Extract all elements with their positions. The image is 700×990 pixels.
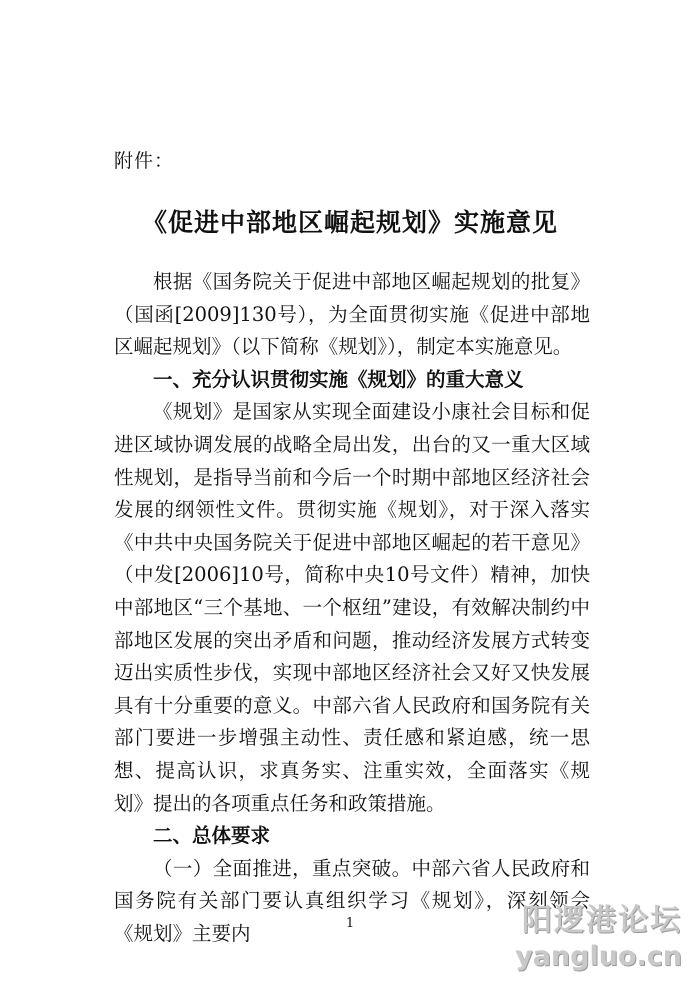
document-body (114, 266, 590, 950)
watermark-site-url: yangluo.cn (515, 941, 682, 972)
section-2-paragraph: （一）全面推进，重点突破。中部六省人民政府和国务院有关部门要认真组织学习《规划》，深刻领会《规划》主要内 (114, 856, 590, 945)
page-number: 1 (345, 916, 355, 931)
section-1-paragraph: 《规划》是国家从实现全面建设小康社会目标和促进区域协调发展的战略全局出发，出台的又一重大区域性规划，是指导当前和今后一个时期中部地区经济社会发展的纲领性文件。贯彻实施《规划》，对于深入落实《中共中央国务院关于促进中部地区崛起的若干意见》（中发[2006]10号，简称中央10号文件）精神，加快中部地区“三个基地、一个枢纽”建设，有效解决制约中部地区发展的突出矛盾和问题，推动经济发展方式转变迈出实质性步伐，实现中部地区经济社会又好又快发展具有十分重要的意义。中部六省人民政府和国务院有关部门要进一步增强主动性、责任感和紧迫感，统一思想、提高认识，求真务实、注重实效，全面落实《规划》提出的各项重点任务和政策措施。 (114, 400, 590, 815)
intro-paragraph: 根据《国务院关于促进中部地区崛起规划的批复》（国函[2009]130号），为全面贯彻实施《促进中部地区崛起规划》（以下简称《规划》），制定本实施意见。 (114, 270, 590, 359)
section-1-heading: 一、充分认识贯彻实施《规划》的重大意义 (153, 367, 524, 391)
watermark-site-name: 阳逻港论坛 (522, 903, 682, 938)
document-title: 《促进中部地区崛起规划》实施意见 (141, 208, 558, 237)
site-watermark (515, 895, 682, 972)
section-2-heading: 二、总体要求 (153, 824, 271, 848)
attachment-label: 附件： (114, 150, 175, 172)
